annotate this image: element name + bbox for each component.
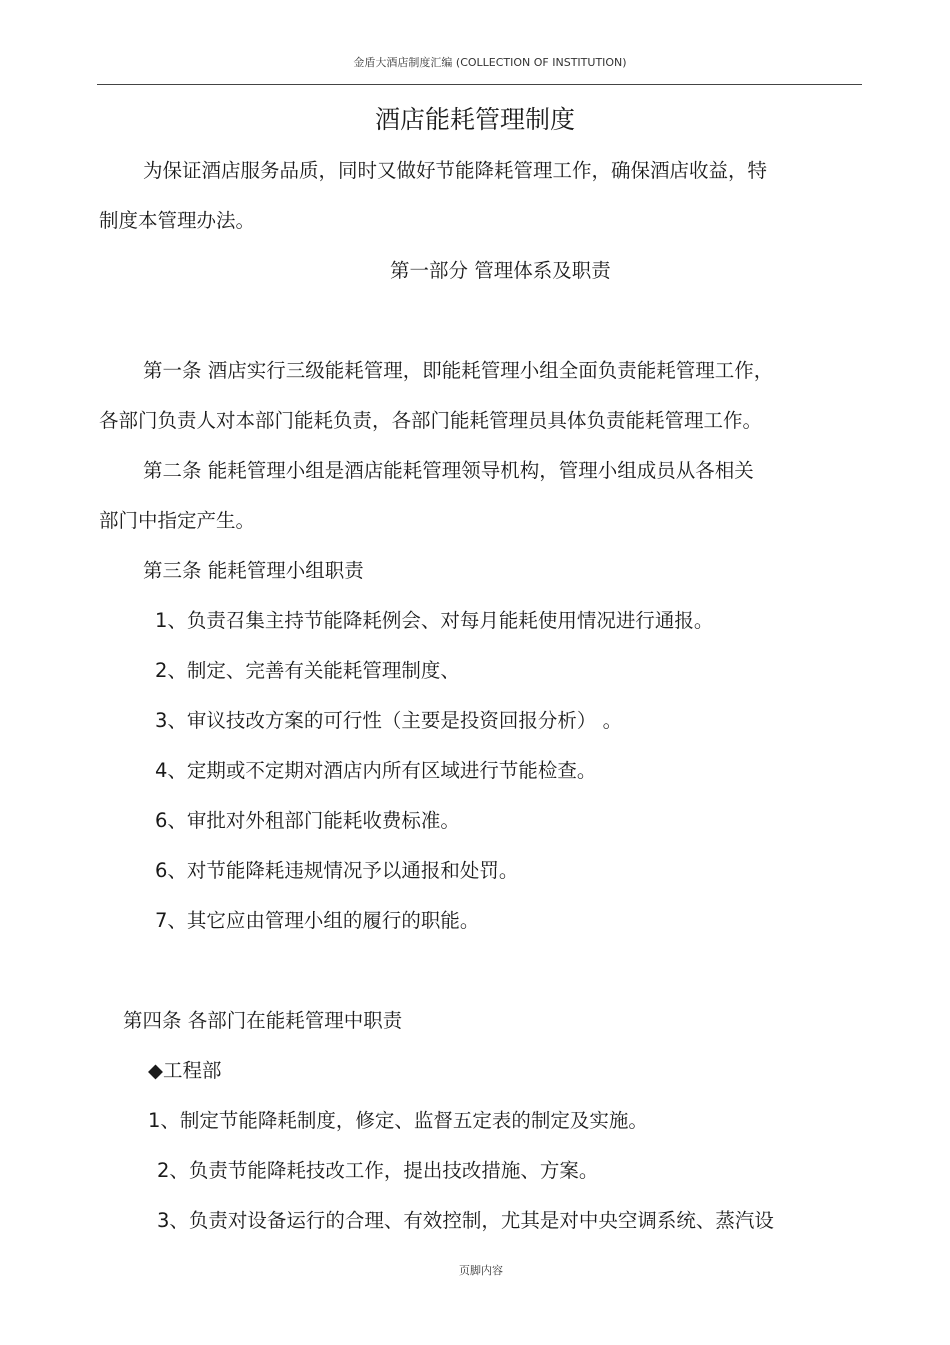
article-2-line-1: 第二条 能耗管理小组是酒店能耗管理领导机构，管理小组成员从各相关 [143,459,754,482]
section-heading: 第一部分 管理体系及职责 [390,259,611,282]
article-3-item: 1、负责召集主持节能降耗例会、对每月能耗使用情况进行通报。 [155,609,714,632]
article-3-item: 7、其它应由管理小组的履行的职能。 [155,909,480,932]
article-3-item: 6、对节能降耗违规情况予以通报和处罚。 [155,859,519,882]
article-4-item: 3、负责对设备运行的合理、有效控制，尤其是对中央空调系统、蒸汽设 [157,1209,774,1232]
document-title: 酒店能耗管理制度 [374,105,575,134]
page-footer: 页脚内容 [459,1264,503,1277]
page-header: 金盾大酒店制度汇编 (COLLECTION OF INSTITUTION) [353,56,627,69]
article-3-item: 4、定期或不定期对酒店内所有区域进行节能检查。 [155,759,597,782]
intro-line-1: 为保证酒店服务品质，同时又做好节能降耗管理工作，确保酒店收益，特 [143,159,768,182]
article-3-item: 3、审议技改方案的可行性（主要是投资回报分析） 。 [155,709,623,732]
article-1-line-1: 第一条 酒店实行三级能耗管理，即能耗管理小组全面负责能耗管理工作， [143,359,774,382]
article-4-heading: 第四条 各部门在能耗管理中职责 [123,1009,403,1032]
intro-line-2: 制度本管理办法。 [99,209,256,232]
article-3-item: 2、制定、完善有关能耗管理制度、 [155,659,460,682]
article-3-heading: 第三条 能耗管理小组职责 [143,559,364,582]
article-1-line-2: 各部门负责人对本部门能耗负责，各部门能耗管理员具体负责能耗管理工作。 [99,409,763,432]
department-engineering: ◆工程部 [148,1059,222,1082]
header-rule [97,84,862,85]
article-2-line-2: 部门中指定产生。 [99,509,256,532]
article-4-item: 1、制定节能降耗制度，修定、监督五定表的制定及实施。 [148,1109,648,1132]
article-4-item: 2、负责节能降耗技改工作，提出技改措施、方案。 [157,1159,599,1182]
article-3-item: 6、审批对外租部门能耗收费标准。 [155,809,460,832]
